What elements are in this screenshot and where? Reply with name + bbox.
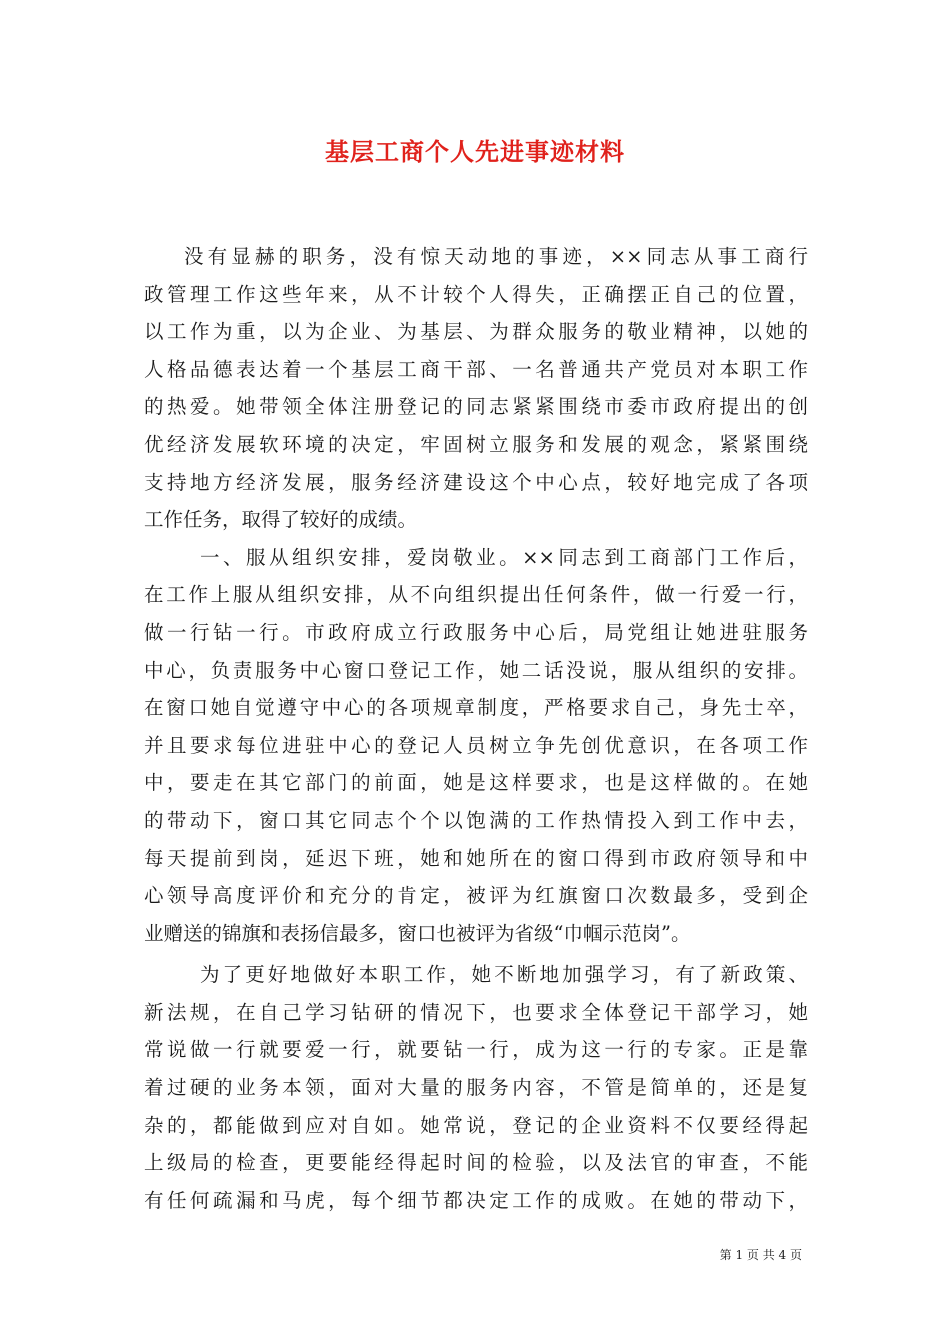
paragraph-line: 没有显赫的职务，没有惊天动地的事迹，××同志从事工商行 [184, 245, 808, 268]
paragraph-2 [144, 539, 808, 953]
paragraph-line: 有任何疏漏和马虎，每个细节都决定工作的成败。在她的带动下， [144, 1188, 808, 1212]
paragraph-line: 常说做一行就要爱一行，就要钻一行，成为这一行的专家。正是靠 [144, 1038, 808, 1062]
paragraph-line: 心领导高度评价和充分的肯定，被评为红旗窗口次数最多，受到企 [144, 884, 808, 908]
paragraph-line: 中，要走在其它部门的前面，她是这样要求，也是这样做的。在她 [144, 771, 808, 795]
paragraph-line: 一、服从组织安排，爱岗敬业。××同志到工商部门工作后， [200, 545, 808, 569]
paragraph-line: 支持地方经济发展，服务经济建设这个中心点，较好地完成了各项 [144, 470, 808, 494]
paragraph-line: 工作任务，取得了较好的成绩。 [144, 508, 418, 532]
paragraph-line: 在窗口她自觉遵守中心的各项规章制度，严格要求自己，身先士卒， [144, 696, 808, 720]
paragraph-line: 以工作为重，以为企业、为基层、为群众服务的敬业精神，以她的 [144, 320, 808, 344]
paragraph-1 [144, 238, 808, 539]
paragraph-line: 并且要求每位进驻中心的登记人员树立争先创优意识，在各项工作 [144, 733, 808, 757]
paragraph-line: 上级局的检查，更要能经得起时间的检验，以及法官的审查，不能 [144, 1151, 808, 1175]
paragraph-line: 着过硬的业务本领，面对大量的服务内容，不管是简单的，还是复 [144, 1076, 808, 1100]
paragraph-line: 的热爱。她带领全体注册登记的同志紧紧围绕市委市政府提出的创 [144, 395, 808, 419]
paragraph-line: 业赠送的锦旗和表扬信最多，窗口也被评为省级“巾帼示范岗”。 [144, 921, 691, 945]
paragraph-line: 优经济发展软环境的决定，牢固树立服务和发展的观念，紧紧围绕 [144, 432, 808, 456]
paragraph-line: 中心，负责服务中心窗口登记工作，她二话没说，服从组织的安排。 [144, 658, 808, 682]
paragraph-line: 做一行钻一行。市政府成立行政服务中心后，局党组让她进驻服务 [144, 620, 808, 644]
document-body [144, 238, 808, 1219]
paragraph-line: 政管理工作这些年来，从不计较个人得失，正确摆正自己的位置， [144, 282, 808, 306]
paragraph-line: 的带动下，窗口其它同志个个以饱满的工作热情投入到工作中去， [144, 808, 808, 832]
paragraph-line: 为了更好地做好本职工作，她不断地加强学习，有了新政策、 [200, 963, 808, 987]
paragraph-line: 人格品德表达着一个基层工商干部、一名普通共产党员对本职工作 [144, 357, 808, 381]
page-number-footer: 第 1 页 共 4 页 [719, 1248, 802, 1262]
paragraph-line: 在工作上服从组织安排，从不向组织提出任何条件，做一行爱一行， [144, 583, 808, 607]
paragraph-line: 每天提前到岗，延迟下班，她和她所在的窗口得到市政府领导和中 [144, 846, 808, 870]
paragraph-3 [144, 956, 808, 1219]
document-title: 基层工商个人先进事迹材料 [325, 137, 625, 166]
paragraph-line: 新法规，在自己学习钻研的情况下，也要求全体登记干部学习，她 [144, 1000, 808, 1024]
paragraph-line: 杂的，都能做到应对自如。她常说，登记的企业资料不仅要经得起 [144, 1113, 808, 1137]
